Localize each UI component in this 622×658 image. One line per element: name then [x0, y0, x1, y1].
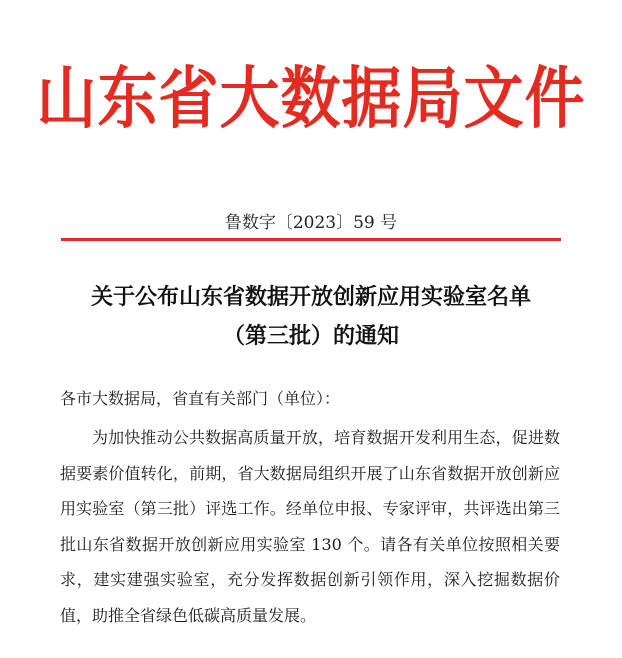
notice-title-line-2: （第三批）的通知 — [222, 323, 399, 349]
body-paragraph: 为加快推动公共数据高质量开放，培育数据开发利用生态，促进数据要素价值转化，前期，省大数据局组织开展了山东省数据开放创新应用实验室（第三批）评选工作。经单位申报、专家评审，共评选出第三批山东省数据开放创新应用实验室 130 个。请各有关单位按照相关要求，建实建强实验室，充分发挥数据创新引领作用，深入挖掘数据价值，助推全省绿色低碳高质量发展。 — [60, 428, 560, 625]
document-header — [0, 58, 622, 140]
salutation: 各市大数据局，省直有关部门（单位）： — [60, 389, 341, 408]
document-number: 鲁数字〔2023〕59 号 — [224, 213, 398, 233]
notice-title-line-1: 关于公布山东省数据开放创新应用实验室名单 — [90, 284, 531, 310]
red-divider-line — [61, 238, 561, 241]
issuer-title: 山东省大数据局文件 — [36, 59, 586, 139]
